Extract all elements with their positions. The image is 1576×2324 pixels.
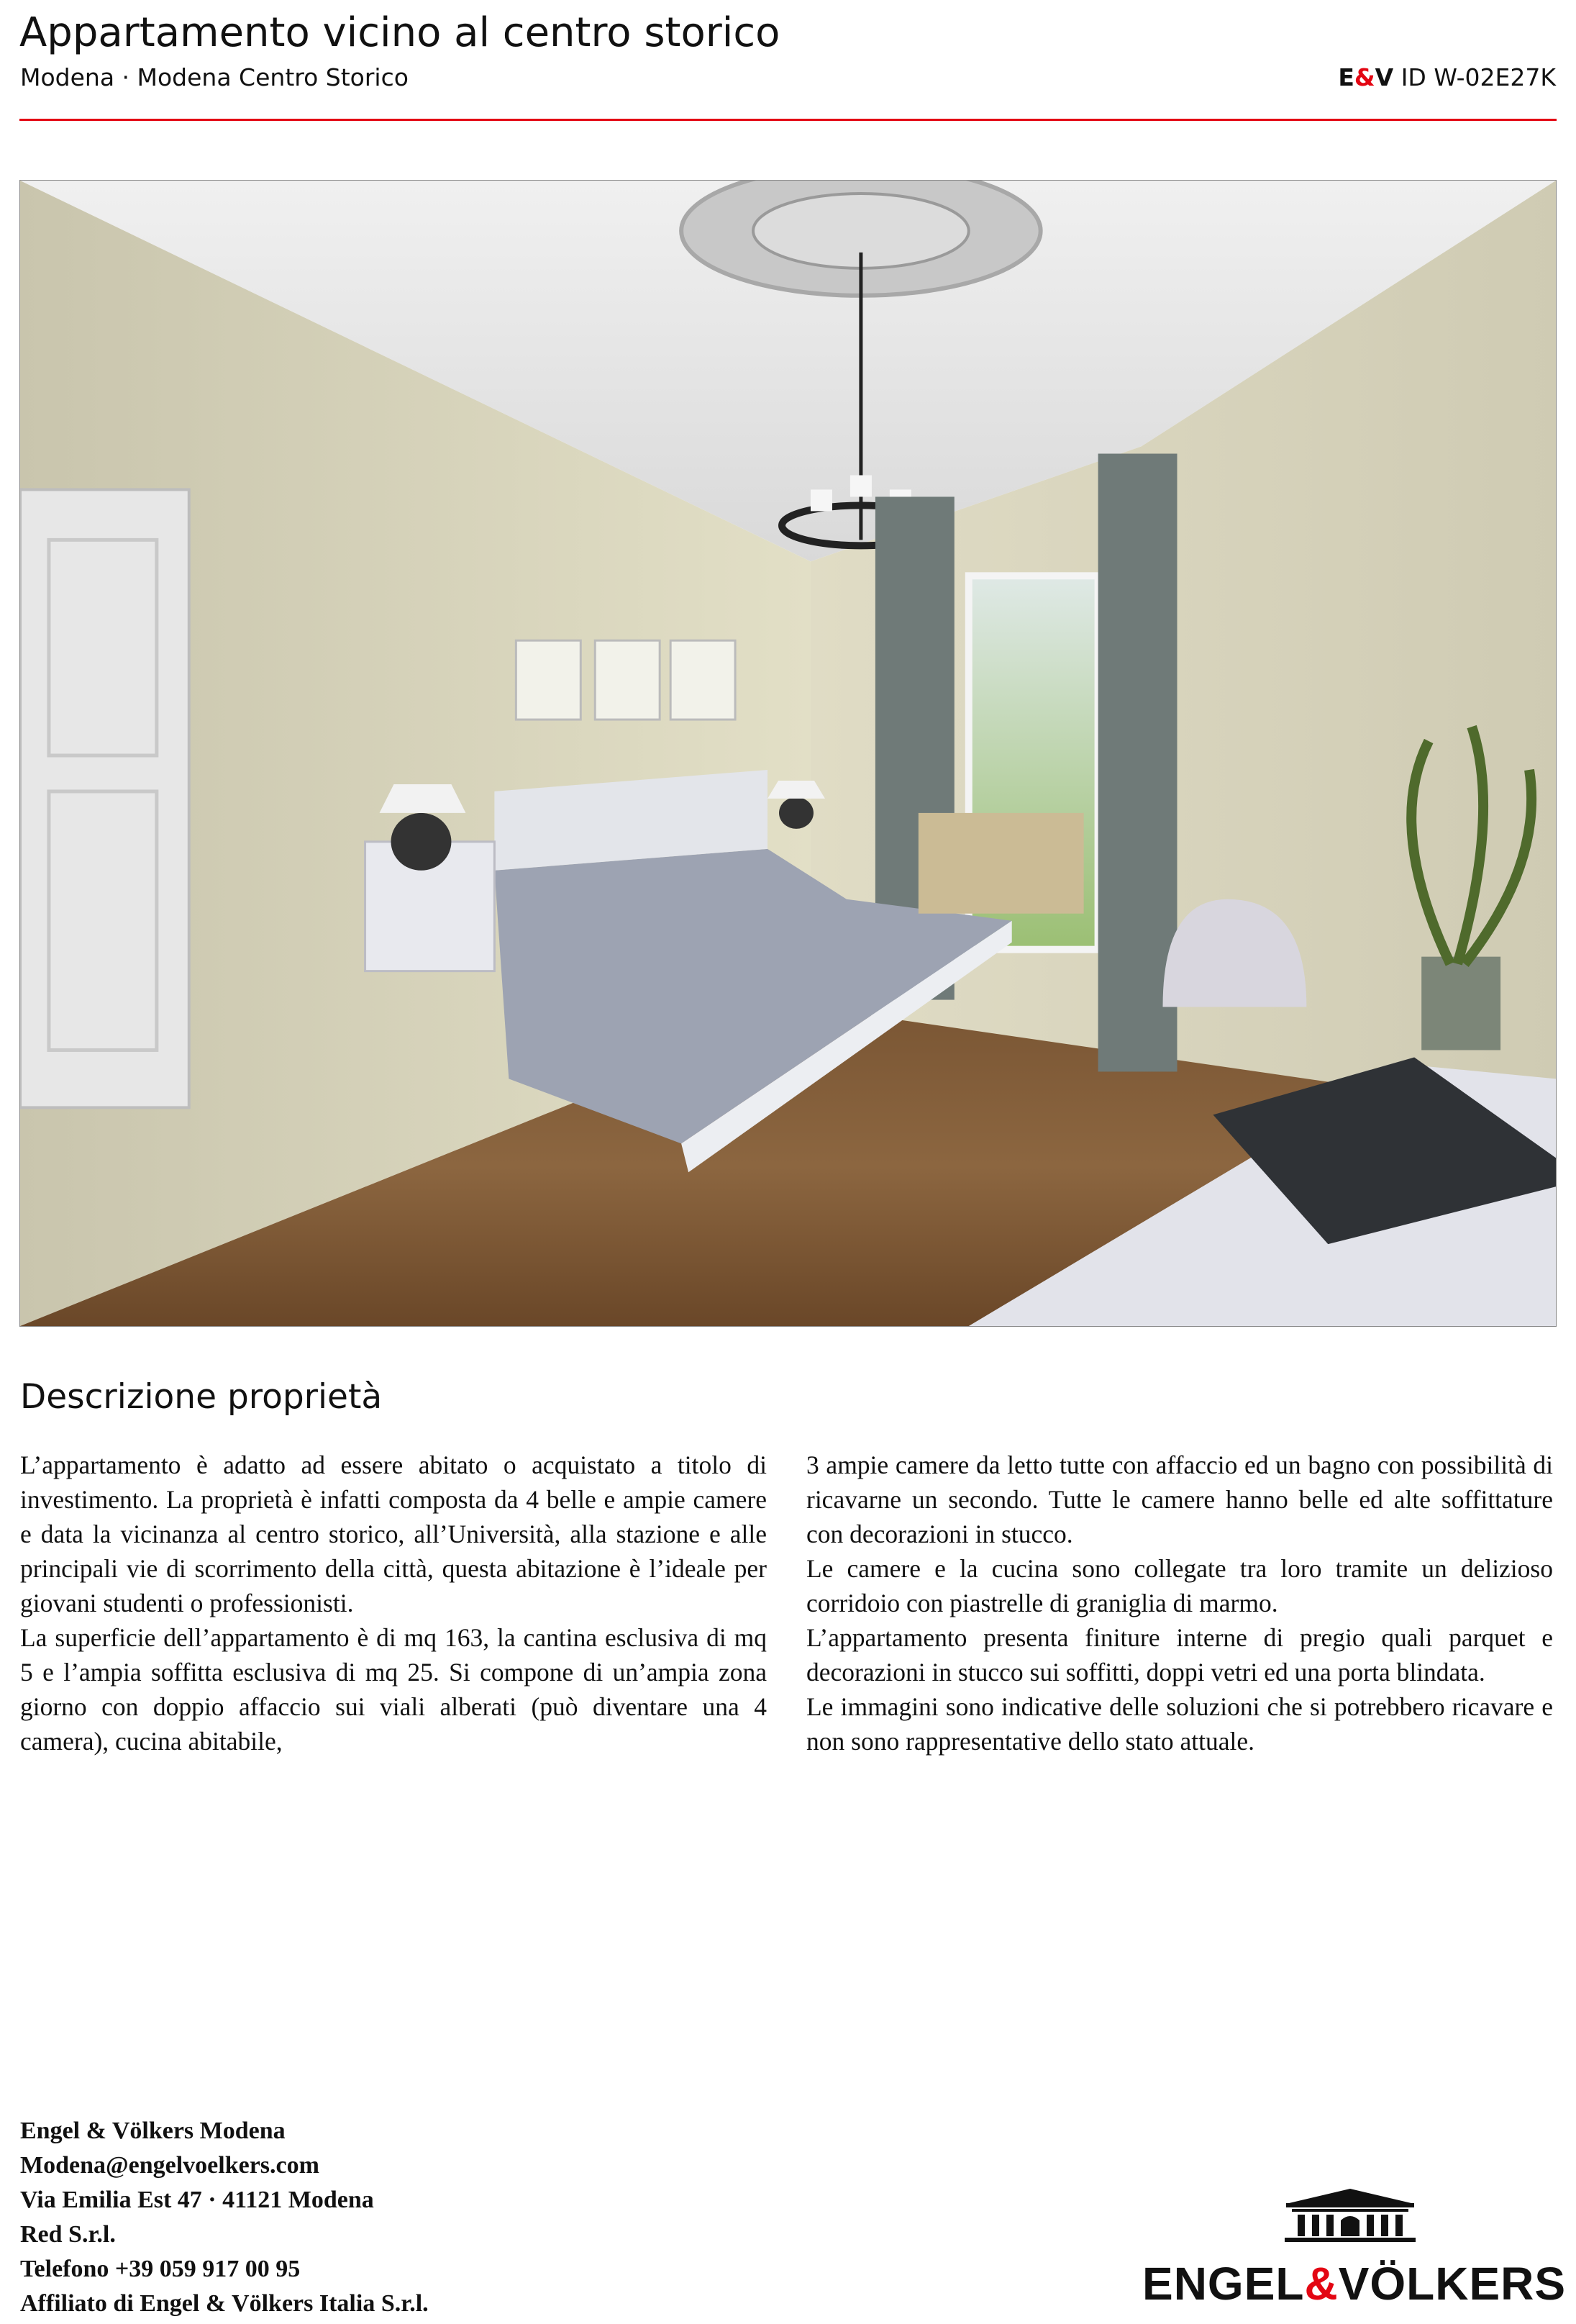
description-column-left [20,1448,767,1758]
brand-wordmark-amp: & [1304,2258,1339,2310]
description-paragraph: 3 ampie camere da letto tutte con affaccio ed un bagno con possibilità di ricavarne un secondo. Tutte le camere hanno belle ed alte soffittature con decorazioni in stucco. [806,1451,1553,1548]
listing-id-value: ID W-02E27K [1400,63,1556,91]
agency-email[interactable]: Modena@engelvoelkers.com [20,2152,319,2179]
agency-name: Engel & Völkers Modena [20,2118,286,2144]
ev-mark-e: E [1338,63,1354,91]
ev-mark-amp: & [1354,63,1375,91]
description-paragraph: Le immagini sono indicative delle soluzioni che si potrebbero ricavare e non sono rappresentative dello stato attuale. [806,1692,1553,1756]
description-paragraph: Le camere e la cucina sono collegate tra loro tramite un delizioso corridoio con piastrelle di graniglia di marmo. [806,1554,1553,1617]
agency-company: Red S.r.l. [20,2221,116,2248]
description-column-right [806,1448,1553,1758]
brand-logo [1142,2187,1567,2324]
listing-id [1338,62,1556,94]
ev-mark [1338,63,1393,91]
location-subtitle: Modena · Modena Centro Storico [20,63,409,91]
brand-wordmark [1142,2256,1567,2311]
description-paragraph: La superficie dell’appartamento è di mq 163, la cantina esclusiva di mq 5 e l’ampia soffitta esclusiva di mq 25. Si compone di un’ampia zona giorno con doppio affaccio sui viali alberati (può diventare una 4 camera), cucina abitabile, [20,1623,767,1756]
property-photo [19,180,1557,1327]
agency-address: Via Emilia Est 47 · 41121 Modena [20,2187,374,2213]
agency-phone[interactable]: Telefono +39 059 917 00 95 [20,2256,301,2282]
description-paragraph: L’appartamento presenta finiture interne di pregio quali parquet e decorazioni in stucco sui soffitti, doppi vetri ed una porta blindata. [806,1623,1553,1687]
house-logo-icon [1282,2187,1418,2243]
description-heading: Descrizione proprietà [20,1377,383,1417]
description-paragraph: L’appartamento è adatto ad essere abitato o acquistato a titolo di investimento. La proprietà è infatti composta da 4 belle e ampie camere e data la vicinanza al centro storico, all’Università, alla stazione e alle principali vie di scorrimento della città, questa abitazione è l’ideale per giovani studenti o professionisti. [20,1451,767,1617]
agency-affiliation: Affiliato di Engel & Völkers Italia S.r.l. [20,2290,429,2317]
header-divider [19,119,1557,121]
brand-wordmark-left: ENGEL [1142,2258,1305,2310]
ev-mark-v: V [1375,63,1394,91]
page-title: Appartamento vicino al centro storico [19,9,780,56]
brand-wordmark-right: VÖLKERS [1338,2258,1567,2310]
agency-contact [20,2114,429,2321]
